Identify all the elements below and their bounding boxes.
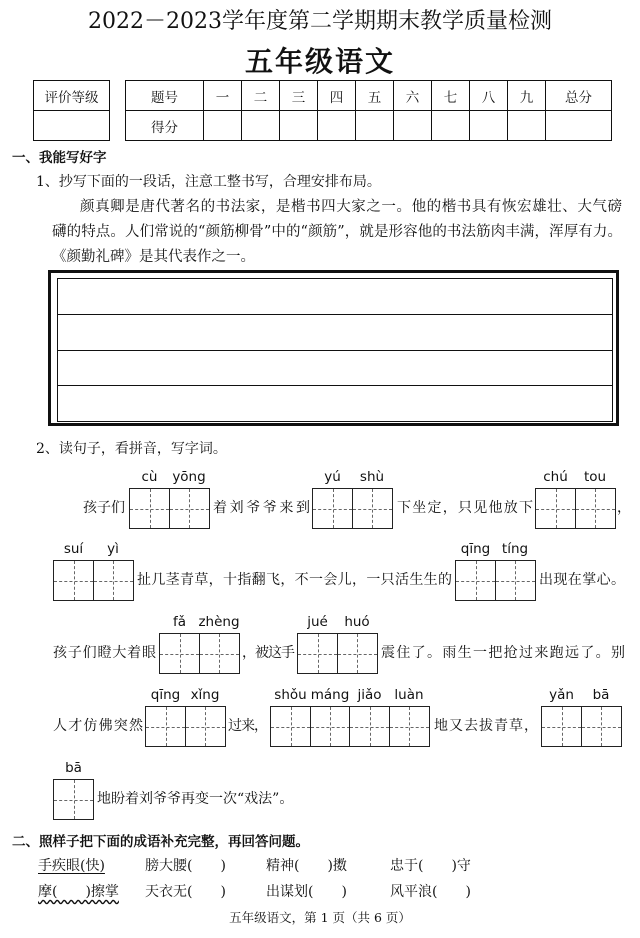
answer-box[interactable] (575, 488, 616, 529)
answer-box[interactable] (169, 488, 210, 529)
score-cell[interactable] (470, 111, 508, 141)
pinyin-label: jué (307, 614, 328, 630)
answer-cell (199, 614, 240, 674)
score-cell[interactable] (318, 111, 356, 141)
pinyin-label: bā (65, 760, 82, 776)
sentence-text: ，被这手 (242, 645, 294, 661)
answer-box[interactable] (312, 488, 353, 529)
sentence-text: 出现在掌心。 (539, 572, 625, 588)
pinyin-label: tíng (501, 541, 529, 557)
idiom-blank[interactable]: 摩( )擦掌 (38, 884, 119, 900)
answer-cell (349, 687, 390, 747)
idiom-blank[interactable]: 忠于( )守 (390, 858, 471, 874)
answer-box[interactable] (337, 633, 378, 674)
answer-box-group (53, 541, 134, 601)
question-number: 九 (508, 81, 546, 111)
question-number: 五 (356, 81, 394, 111)
answer-box[interactable] (185, 706, 226, 747)
sentence-text: 下坐定，只见他放下 (397, 500, 533, 516)
sentence-text: 人才仿佛突然 (53, 718, 143, 734)
sentence-text: 过来， (228, 718, 267, 734)
answer-cell (310, 687, 351, 747)
passage-line: 《颜勤礼碑》是其代表作之一。 (52, 249, 255, 265)
answer-box-group (312, 469, 393, 529)
answer-box-group (53, 760, 94, 820)
grade-table (33, 80, 110, 141)
answer-cell (575, 469, 616, 529)
answer-box-group (159, 614, 240, 674)
answer-box[interactable] (129, 488, 170, 529)
sentence-text: 地又去拔青草， (434, 718, 538, 734)
answer-cell (389, 687, 430, 747)
answer-box-group (129, 469, 210, 529)
pinyin-label: jiǎo (357, 687, 382, 703)
score-table (125, 80, 612, 141)
pinyin-label: yú (324, 469, 341, 485)
pinyin-label: yōng (172, 469, 206, 485)
sentence-text: 孩子们瞪大着眼 (53, 645, 156, 661)
pinyin-label: yì (107, 541, 119, 557)
answer-box[interactable] (53, 560, 94, 601)
answer-box[interactable] (297, 633, 338, 674)
answer-cell (541, 687, 582, 747)
answer-box[interactable] (159, 633, 200, 674)
copy-writing-area (57, 278, 613, 422)
score-cell[interactable] (356, 111, 394, 141)
idiom-blank[interactable]: 天衣无( ) (145, 884, 226, 900)
total-score-cell[interactable] (546, 111, 612, 141)
section-1-heading: 一、我能写好字 (12, 150, 107, 166)
idiom-blank[interactable]: 风平浪( ) (390, 884, 471, 900)
pinyin-label: shǒu (274, 687, 307, 703)
answer-cell (495, 541, 536, 601)
writing-line[interactable] (58, 279, 612, 315)
answer-box-group (541, 687, 622, 747)
score-table-score-row (126, 111, 612, 141)
answer-box[interactable] (53, 779, 94, 820)
score-cell[interactable] (394, 111, 432, 141)
pinyin-label: luàn (394, 687, 424, 703)
pinyin-label: suí (63, 541, 84, 557)
answer-cell (53, 541, 94, 601)
answer-cell (53, 760, 94, 820)
answer-cell (535, 469, 576, 529)
idiom-blank[interactable]: 出谋划( ) (266, 884, 347, 900)
pinyin-label: yǎn (549, 687, 574, 703)
question-number: 三 (280, 81, 318, 111)
pinyin-label: zhèng (198, 614, 240, 630)
answer-box[interactable] (495, 560, 536, 601)
answer-cell (312, 469, 353, 529)
answer-cell (129, 469, 170, 529)
pinyin-label: cù (141, 469, 158, 485)
score-cell[interactable] (432, 111, 470, 141)
grade-cell[interactable] (34, 111, 110, 141)
exam-title: 2022－2023学年度第二学期期末教学质量检测 (88, 9, 552, 34)
answer-box[interactable] (541, 706, 582, 747)
writing-line[interactable] (58, 315, 612, 351)
question-number: 六 (394, 81, 432, 111)
idiom-blank[interactable]: 精神( )擞 (266, 858, 347, 874)
idiom-blank[interactable]: 膀大腰( ) (145, 858, 226, 874)
answer-cell (352, 469, 393, 529)
score-cell[interactable] (204, 111, 242, 141)
question-number: 七 (432, 81, 470, 111)
answer-box[interactable] (199, 633, 240, 674)
pinyin-label: xǐng (190, 687, 220, 703)
pinyin-label: huó (344, 614, 370, 630)
score-cell[interactable] (242, 111, 280, 141)
idiom-example: 手疾眼(快) (38, 858, 105, 874)
answer-box[interactable] (455, 560, 496, 601)
question-number: 八 (470, 81, 508, 111)
passage-line: 礴的特点。人们常说的“颜筋柳骨”中的“颜筋”，就是形容他的书法筋肉丰满，浑厚有力。 (52, 224, 622, 240)
score-cell[interactable] (508, 111, 546, 141)
answer-box-group (297, 614, 378, 674)
total-score-label: 总分 (546, 81, 612, 111)
answer-box[interactable] (352, 488, 393, 529)
answer-cell (93, 541, 134, 601)
page-footer: 五年级语文，第 1 页（共 6 页） (229, 910, 411, 925)
score-label: 得分 (126, 111, 204, 141)
grade-label: 评价等级 (34, 81, 110, 111)
sentence-text: 着刘爷爷来到 (213, 500, 310, 516)
answer-box-group (455, 541, 536, 601)
answer-box[interactable] (270, 706, 311, 747)
score-table-header-row (126, 81, 612, 111)
answer-cell (169, 469, 210, 529)
answer-cell (297, 614, 338, 674)
answer-box[interactable] (145, 706, 186, 747)
question-number-label: 题号 (126, 81, 204, 111)
sentence-text: 地盼着刘爷爷再变一次“戏法”。 (97, 791, 294, 807)
answer-box-group (145, 687, 226, 747)
answer-box[interactable] (535, 488, 576, 529)
question-number: 四 (318, 81, 356, 111)
answer-box[interactable] (581, 706, 622, 747)
pinyin-label: bā (592, 687, 610, 703)
answer-cell (337, 614, 378, 674)
pinyin-label: máng (310, 687, 350, 703)
sentence-text: 震住了。雨生一把抢过来跑远了。别 (381, 645, 625, 661)
score-cell[interactable] (280, 111, 318, 141)
sentence-text: ， (617, 500, 631, 516)
answer-cell (455, 541, 496, 601)
answer-cell (159, 614, 200, 674)
sentence-text: 扯几茎青草，十指翻飞，不一会儿，一只活生生的 (137, 572, 452, 588)
pinyin-label: qīng (460, 541, 491, 557)
question-number: 一 (204, 81, 242, 111)
pinyin-label: tou (583, 469, 607, 485)
question-number: 二 (242, 81, 280, 111)
question-1-prompt: 1、抄写下面的一段话，注意工整书写，合理安排布局。 (36, 174, 381, 190)
answer-box[interactable] (389, 706, 430, 747)
answer-box-group (535, 469, 616, 529)
writing-line[interactable] (58, 351, 612, 387)
writing-line[interactable] (58, 386, 612, 421)
answer-box-group (270, 687, 430, 747)
answer-cell (145, 687, 186, 747)
answer-box[interactable] (349, 706, 390, 747)
pinyin-label: shù (359, 469, 385, 485)
answer-box[interactable] (93, 560, 134, 601)
pinyin-label: chú (543, 469, 568, 485)
answer-box[interactable] (310, 706, 351, 747)
passage-line: 颜真卿是唐代著名的书法家，是楷书四大家之一。他的楷书具有恢宏雄壮、大气磅 (80, 199, 622, 215)
answer-cell (270, 687, 311, 747)
answer-cell (581, 687, 622, 747)
sentence-text: 孩子们 (83, 500, 125, 516)
section-2-heading: 二、照样子把下面的成语补充完整，再回答问题。 (12, 834, 309, 850)
pinyin-label: qīng (150, 687, 181, 703)
subject-title: 五年级语文 (244, 45, 395, 78)
question-2-prompt: 2、读句子，看拼音，写字词。 (36, 441, 227, 457)
pinyin-label: fǎ (172, 614, 187, 630)
answer-cell (185, 687, 226, 747)
